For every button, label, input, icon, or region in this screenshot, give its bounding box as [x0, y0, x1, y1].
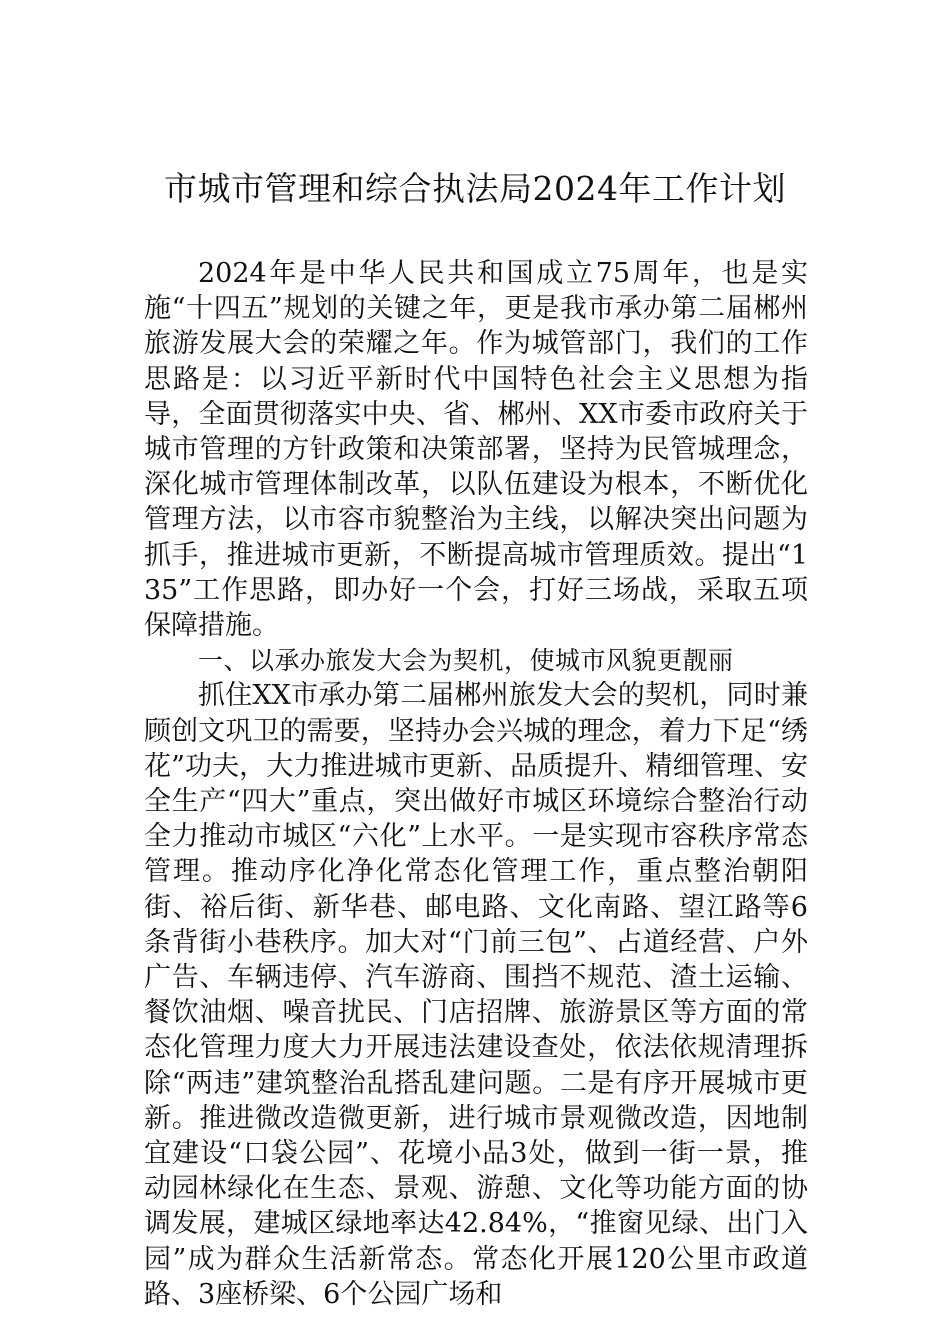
section-one-paragraph: 抓住XX市承办第二届郴州旅发大会的契机，同时兼顾创文巩卫的需要，坚持办会兴城的理念，着力下足“绣花”功夫，大力推进城市更新、品质提升、精细管理、安全生产“四大”重点，突出做好市城区环境综合整治行动全力推动市城区“六化”上水平。一是实现市容秩序常态管理。推动序化净化常态化管理工作，重点整治朝阳街、裕后街、新华巷、邮电路、文化南路、望江路等6条背街小巷秩序。加大对“门前三包”、占道经营、户外广告、车辆违停、汽车游商、围挡不规范、渣土运输、餐饮油烟、噪音扰民、门店招牌、旅游景区等方面的常态化管理力度大力开展违法建设查处，依法依规清理拆除“两违”建筑整治乱搭乱建问题。二是有序开展城市更新。推进微改造微更新，进行城市景观微改造，因地制宜建设“口袋公园”、花境小品3处，做到一街一景，推动园林绿化在生态、景观、游憩、文化等功能方面的协调发展，建城区绿地率达42.84%，“推窗见绿、出门入园”成为群众生活新常态。常态化开展120公里市政道路、3座桥梁、6个公园广场和	[144, 680, 808, 1310]
section-one-heading: 一、以承办旅发大会为契机，使城市风貌更靓丽	[198, 646, 734, 676]
document-body	[144, 256, 808, 1312]
document-title: 市城市管理和综合执法局2024年工作计划	[164, 169, 786, 208]
intro-paragraph: 2024年是中华人民共和国成立75周年，也是实施“十四五”规划的关键之年，更是我市承办第二届郴州旅游发展大会的荣耀之年。作为城管部门，我们的工作思路是：以习近平新时代中国特色社会主义思想为指导，全面贯彻落实中央、省、郴州、XX市委市政府关于城市管理的方针政策和决策部署，坚持为民管城理念，深化城市管理体制改革，以队伍建设为根本，不断优化管理方法，以市容市貌整治为主线，以解决突出问题为抓手，推进城市更新，不断提高城市管理质效。提出“135”工作思路，即办好一个会，打好三场战，采取五项保障措施。	[144, 258, 808, 642]
